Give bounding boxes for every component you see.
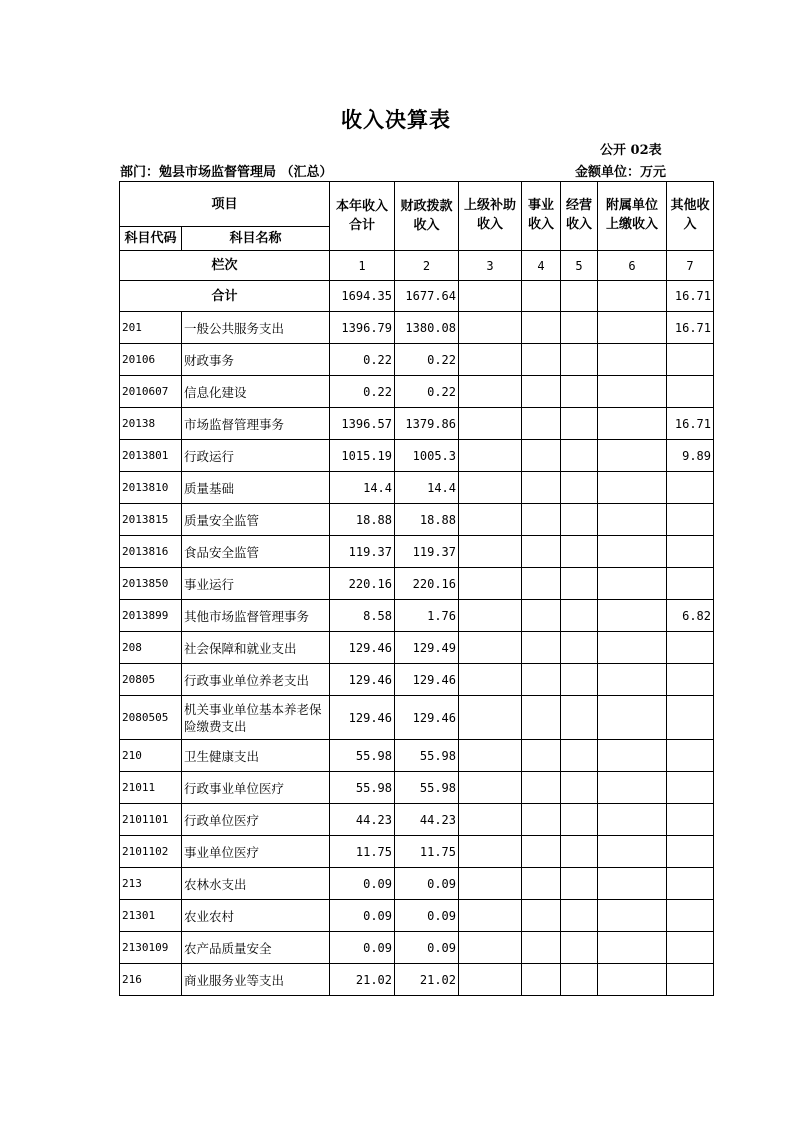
cell-col7	[667, 740, 714, 772]
subject-name: 农林水支出	[182, 868, 330, 900]
subject-code: 2010607	[120, 376, 182, 408]
page-title: 收入决算表	[341, 107, 451, 132]
cell-col6	[598, 836, 667, 868]
cell-col4	[522, 312, 561, 344]
cell-col3	[459, 600, 522, 632]
subject-name: 市场监督管理事务	[182, 408, 330, 440]
cell-col2: 1005.3	[395, 440, 459, 472]
cell-col2: 129.46	[395, 696, 459, 740]
lanci-label: 栏次	[120, 251, 330, 281]
col-number: 3	[459, 251, 522, 281]
cell-col1: 8.58	[330, 600, 395, 632]
subject-code: 20106	[120, 344, 182, 376]
cell-col4	[522, 408, 561, 440]
subject-code: 213	[120, 868, 182, 900]
cell-col5	[561, 696, 598, 740]
cell-col3	[459, 836, 522, 868]
cell-col4	[522, 696, 561, 740]
table-row	[120, 836, 714, 868]
cell-col2: 0.22	[395, 344, 459, 376]
cell-col2: 0.22	[395, 376, 459, 408]
subject-code: 20805	[120, 664, 182, 696]
cell-col6	[598, 440, 667, 472]
table-row	[120, 932, 714, 964]
cell-col2: 0.09	[395, 932, 459, 964]
subject-code: 2130109	[120, 932, 182, 964]
cell-col7	[667, 868, 714, 900]
cell-col1: 21.02	[330, 964, 395, 996]
cell-col4	[522, 772, 561, 804]
cell-col3	[459, 696, 522, 740]
cell-col6	[598, 568, 667, 600]
cell-col1: 1015.19	[330, 440, 395, 472]
header-item: 项目	[120, 182, 330, 227]
cell-col1: 119.37	[330, 536, 395, 568]
table-row	[120, 504, 714, 536]
cell-col2: 0.09	[395, 868, 459, 900]
cell-col6	[598, 900, 667, 932]
amount-unit-label: 金额单位：万元	[575, 165, 667, 180]
cell-col7: 16.71	[667, 408, 714, 440]
cell-col1: 14.4	[330, 472, 395, 504]
subject-name: 农产品质量安全	[182, 932, 330, 964]
cell-col5	[561, 376, 598, 408]
subject-name: 质量基础	[182, 472, 330, 504]
cell-col4	[522, 664, 561, 696]
cell-col5	[561, 740, 598, 772]
cell-col7	[667, 964, 714, 996]
table-row	[120, 696, 714, 740]
cell-col5	[561, 600, 598, 632]
cell-col7	[667, 344, 714, 376]
subject-name: 质量安全监管	[182, 504, 330, 536]
cell-col4	[522, 804, 561, 836]
header-col3: 上级补助收入	[459, 182, 522, 251]
table-row	[120, 344, 714, 376]
header-col4: 事业收入	[522, 182, 561, 251]
cell-col3	[459, 376, 522, 408]
subject-code: 2013816	[120, 536, 182, 568]
cell-col4	[522, 932, 561, 964]
cell-col3	[459, 964, 522, 996]
cell-col3	[459, 868, 522, 900]
subject-name: 社会保障和就业支出	[182, 632, 330, 664]
subject-code: 2013899	[120, 600, 182, 632]
cell-col3	[459, 504, 522, 536]
table-row	[120, 868, 714, 900]
header-col7: 其他收入	[667, 182, 714, 251]
cell-col6	[598, 868, 667, 900]
cell-col3	[459, 472, 522, 504]
total-c3	[459, 281, 522, 312]
cell-col2: 1379.86	[395, 408, 459, 440]
cell-col3	[459, 740, 522, 772]
cell-col5	[561, 632, 598, 664]
cell-col1: 55.98	[330, 772, 395, 804]
cell-col3	[459, 632, 522, 664]
cell-col5	[561, 472, 598, 504]
header-col5: 经营收入	[561, 182, 598, 251]
table-row	[120, 376, 714, 408]
cell-col1: 44.23	[330, 804, 395, 836]
table-row	[120, 664, 714, 696]
cell-col7	[667, 772, 714, 804]
header-row-1	[120, 182, 714, 227]
total-c7: 16.71	[667, 281, 714, 312]
cell-col6	[598, 632, 667, 664]
table-row	[120, 772, 714, 804]
cell-col5	[561, 312, 598, 344]
subject-name: 商业服务业等支出	[182, 964, 330, 996]
total-c4	[522, 281, 561, 312]
cell-col6	[598, 600, 667, 632]
cell-col4	[522, 868, 561, 900]
cell-col4	[522, 900, 561, 932]
cell-col5	[561, 932, 598, 964]
col-number: 7	[667, 251, 714, 281]
column-number-row	[120, 251, 714, 281]
table-row	[120, 632, 714, 664]
cell-col4	[522, 568, 561, 600]
cell-col4	[522, 836, 561, 868]
cell-col4	[522, 740, 561, 772]
cell-col2: 1380.08	[395, 312, 459, 344]
cell-col6	[598, 740, 667, 772]
cell-col7	[667, 900, 714, 932]
table-row	[120, 568, 714, 600]
cell-col6	[598, 664, 667, 696]
cell-col2: 129.49	[395, 632, 459, 664]
total-row	[120, 281, 714, 312]
form-number: 公开 02表	[600, 143, 662, 158]
cell-col4	[522, 964, 561, 996]
cell-col4	[522, 344, 561, 376]
cell-col2: 1.76	[395, 600, 459, 632]
cell-col5	[561, 440, 598, 472]
cell-col5	[561, 836, 598, 868]
cell-col2: 18.88	[395, 504, 459, 536]
cell-col7	[667, 376, 714, 408]
subject-name: 食品安全监管	[182, 536, 330, 568]
subject-code: 21301	[120, 900, 182, 932]
cell-col7: 9.89	[667, 440, 714, 472]
subject-code: 216	[120, 964, 182, 996]
department-label: 部门：勉县市场监督管理局 （汇总）	[120, 165, 333, 180]
subject-name: 其他市场监督管理事务	[182, 600, 330, 632]
subject-name: 行政事业单位养老支出	[182, 664, 330, 696]
cell-col6	[598, 376, 667, 408]
header-name: 科目名称	[182, 227, 330, 251]
header-col6: 附属单位上缴收入	[598, 182, 667, 251]
cell-col7	[667, 568, 714, 600]
cell-col3	[459, 772, 522, 804]
cell-col4	[522, 440, 561, 472]
cell-col1: 129.46	[330, 664, 395, 696]
subject-code: 20138	[120, 408, 182, 440]
cell-col4	[522, 376, 561, 408]
cell-col2: 55.98	[395, 740, 459, 772]
cell-col3	[459, 344, 522, 376]
table-row	[120, 900, 714, 932]
subject-code: 2013810	[120, 472, 182, 504]
cell-col4	[522, 504, 561, 536]
table-row	[120, 536, 714, 568]
cell-col5	[561, 964, 598, 996]
cell-col6	[598, 964, 667, 996]
table-row	[120, 312, 714, 344]
total-label: 合计	[120, 281, 330, 312]
cell-col1: 129.46	[330, 696, 395, 740]
subject-name: 行政事业单位医疗	[182, 772, 330, 804]
cell-col1: 0.09	[330, 868, 395, 900]
cell-col3	[459, 408, 522, 440]
col-number: 5	[561, 251, 598, 281]
cell-col5	[561, 772, 598, 804]
cell-col1: 1396.79	[330, 312, 395, 344]
table-row	[120, 440, 714, 472]
cell-col6	[598, 312, 667, 344]
income-table	[119, 181, 714, 996]
table-row	[120, 804, 714, 836]
cell-col6	[598, 408, 667, 440]
cell-col3	[459, 804, 522, 836]
subject-code: 210	[120, 740, 182, 772]
total-c6	[598, 281, 667, 312]
cell-col7	[667, 536, 714, 568]
cell-col7	[667, 632, 714, 664]
cell-col6	[598, 344, 667, 376]
cell-col5	[561, 900, 598, 932]
table-row	[120, 472, 714, 504]
subject-name: 一般公共服务支出	[182, 312, 330, 344]
cell-col2: 44.23	[395, 804, 459, 836]
cell-col1: 11.75	[330, 836, 395, 868]
col-number: 6	[598, 251, 667, 281]
subject-name: 财政事务	[182, 344, 330, 376]
col-number: 2	[395, 251, 459, 281]
cell-col6	[598, 696, 667, 740]
cell-col4	[522, 632, 561, 664]
subject-code: 2013801	[120, 440, 182, 472]
cell-col5	[561, 344, 598, 376]
total-c2: 1677.64	[395, 281, 459, 312]
cell-col7	[667, 804, 714, 836]
total-c1: 1694.35	[330, 281, 395, 312]
cell-col5	[561, 408, 598, 440]
cell-col2: 0.09	[395, 900, 459, 932]
cell-col2: 119.37	[395, 536, 459, 568]
col-number: 4	[522, 251, 561, 281]
cell-col5	[561, 804, 598, 836]
cell-col6	[598, 772, 667, 804]
cell-col1: 1396.57	[330, 408, 395, 440]
subject-name: 信息化建设	[182, 376, 330, 408]
cell-col1: 18.88	[330, 504, 395, 536]
header-code: 科目代码	[120, 227, 182, 251]
subject-name: 农业农村	[182, 900, 330, 932]
subject-code: 2080505	[120, 696, 182, 740]
subject-name: 事业运行	[182, 568, 330, 600]
subject-code: 2101102	[120, 836, 182, 868]
cell-col5	[561, 664, 598, 696]
subject-code: 2013850	[120, 568, 182, 600]
cell-col2: 129.46	[395, 664, 459, 696]
subject-name: 事业单位医疗	[182, 836, 330, 868]
col-number: 1	[330, 251, 395, 281]
cell-col5	[561, 536, 598, 568]
cell-col7: 6.82	[667, 600, 714, 632]
table-row	[120, 408, 714, 440]
cell-col6	[598, 932, 667, 964]
cell-col5	[561, 504, 598, 536]
cell-col7	[667, 932, 714, 964]
subject-name: 行政运行	[182, 440, 330, 472]
subject-code: 2013815	[120, 504, 182, 536]
subject-name: 机关事业单位基本养老保险缴费支出	[182, 696, 330, 740]
cell-col2: 14.4	[395, 472, 459, 504]
cell-col2: 55.98	[395, 772, 459, 804]
cell-col1: 0.09	[330, 900, 395, 932]
cell-col7	[667, 836, 714, 868]
cell-col2: 21.02	[395, 964, 459, 996]
cell-col3	[459, 664, 522, 696]
cell-col3	[459, 536, 522, 568]
cell-col2: 11.75	[395, 836, 459, 868]
cell-col1: 55.98	[330, 740, 395, 772]
table-row	[120, 964, 714, 996]
cell-col6	[598, 472, 667, 504]
cell-col6	[598, 536, 667, 568]
cell-col7: 16.71	[667, 312, 714, 344]
total-c5	[561, 281, 598, 312]
cell-col5	[561, 868, 598, 900]
subject-name: 卫生健康支出	[182, 740, 330, 772]
subject-code: 21011	[120, 772, 182, 804]
header-col1: 本年收入合计	[330, 182, 395, 251]
cell-col4	[522, 600, 561, 632]
cell-col3	[459, 568, 522, 600]
subject-code: 208	[120, 632, 182, 664]
cell-col7	[667, 504, 714, 536]
cell-col1: 0.09	[330, 932, 395, 964]
subject-code: 201	[120, 312, 182, 344]
subject-name: 行政单位医疗	[182, 804, 330, 836]
header-col2: 财政拨款收入	[395, 182, 459, 251]
cell-col3	[459, 900, 522, 932]
cell-col1: 220.16	[330, 568, 395, 600]
table-row	[120, 600, 714, 632]
cell-col7	[667, 472, 714, 504]
cell-col7	[667, 696, 714, 740]
cell-col5	[561, 568, 598, 600]
cell-col2: 220.16	[395, 568, 459, 600]
cell-col1: 129.46	[330, 632, 395, 664]
cell-col6	[598, 804, 667, 836]
cell-col1: 0.22	[330, 376, 395, 408]
cell-col3	[459, 312, 522, 344]
table-row	[120, 740, 714, 772]
cell-col4	[522, 472, 561, 504]
cell-col6	[598, 504, 667, 536]
subject-code: 2101101	[120, 804, 182, 836]
cell-col4	[522, 536, 561, 568]
cell-col3	[459, 932, 522, 964]
cell-col3	[459, 440, 522, 472]
cell-col7	[667, 664, 714, 696]
cell-col1: 0.22	[330, 344, 395, 376]
